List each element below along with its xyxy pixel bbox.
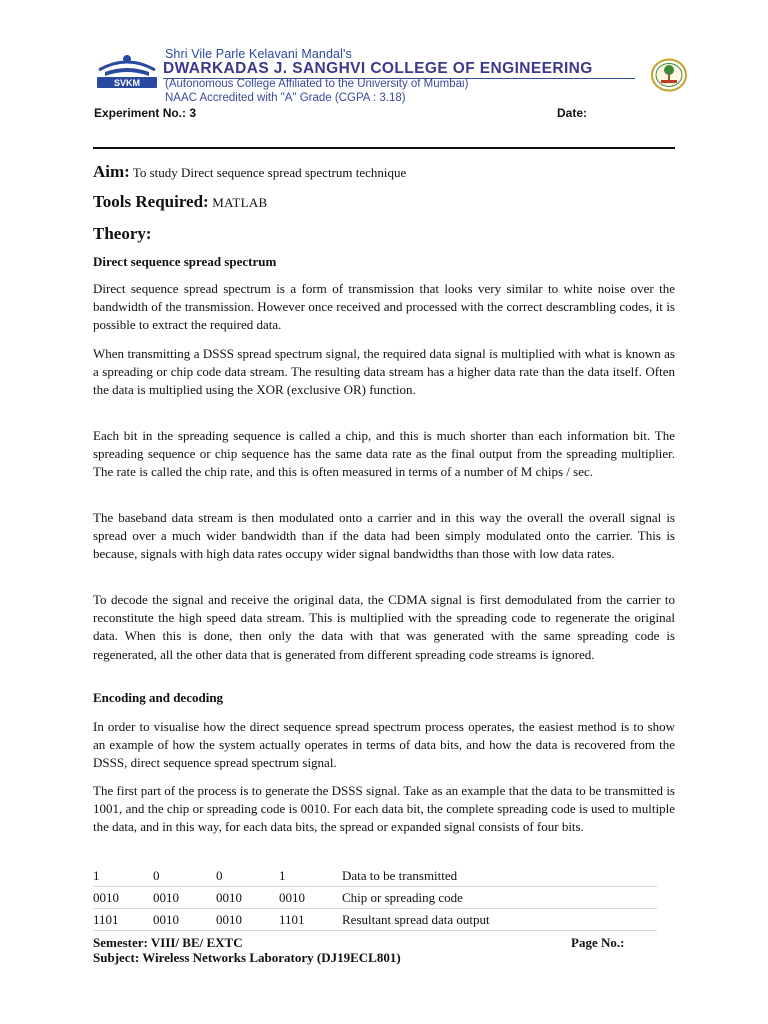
paragraph: The baseband data stream is then modulated onto a carrier and in this way the overall the overall signal is spread over a much wider bandwidth than if the data had been simply modulated onto the carrier. This is because, signals with high data rates occupy wider signal bandwidths than those with low data rates. (93, 510, 675, 562)
footer-page-number: Page No.: (571, 935, 625, 950)
paragraph: When transmitting a DSSS spread spectrum signal, the required data signal is multiplied with what is known as a spreading or chip code data stream. The resulting data stream has a higher data rate than the data itself. Often the data is multiplied using the XOR (exclusive OR) function. (93, 346, 675, 398)
spreading-table (93, 866, 657, 931)
date-label: Date: (557, 106, 588, 120)
theory-heading: Theory: (93, 224, 152, 243)
table-cell: 0010 (93, 887, 153, 909)
header-college-name: DWARKADAS J. SANGHVI COLLEGE OF ENGINEERING (163, 60, 593, 77)
experiment-number: Experiment No.: 3 (94, 106, 197, 120)
header-accreditation: NAAC Accredited with "A" Grade (CGPA : 3.18) (165, 92, 406, 104)
table-cell: 1101 (93, 909, 153, 931)
svkm-logo (95, 48, 159, 90)
paragraph: The first part of the process is to generate the DSSS signal. Take as an example that the data to be transmitted is 1001, and the chip or spreading code is 0010. For each data bit, the complete spreading code is used to multiple the data, and in this way, for each data bits, the spread or expanded signal consists of four bits. (93, 783, 675, 835)
college-emblem-icon (650, 58, 688, 92)
section-heading-encoding: Encoding and decoding (93, 690, 224, 705)
header-trust-name: Shri Vile Parle Kelavani Mandal's (165, 47, 352, 61)
table-cell: 0 (153, 866, 216, 887)
table-cell: 1 (279, 866, 342, 887)
tools-line (93, 192, 268, 212)
svg-text:SVKM: SVKM (113, 78, 141, 88)
paragraph: Each bit in the spreading sequence is called a chip, and this is much shorter than each information bit. The spreading sequence or chip sequence has the same data rate as the final output from the spreading multiplier. The rate is called the chip rate, and this is often measured in terms of a number of M chips / sec. (93, 428, 675, 480)
table-row (93, 866, 657, 887)
aim-line (93, 162, 406, 182)
table-cell: 0010 (216, 909, 279, 931)
table-row (93, 909, 657, 931)
table-cell: 1 (93, 866, 153, 887)
table-cell: 0010 (279, 887, 342, 909)
table-cell: 0010 (153, 909, 216, 931)
table-cell: 0010 (216, 887, 279, 909)
paragraph: Direct sequence spread spectrum is a form of transmission that looks very similar to white noise over the bandwidth of the transmission. However once received and processed with the correct descrambling codes, it is possible to extract the required data. (93, 281, 675, 333)
header-affiliation: (Autonomous College Affiliated to the University of Mumbai) (165, 78, 469, 90)
section-heading-dsss: Direct sequence spread spectrum (93, 254, 277, 269)
table-cell: Data to be transmitted (342, 866, 657, 887)
table-row (93, 887, 657, 909)
table-cell: 1101 (279, 909, 342, 931)
header-rule (93, 147, 675, 149)
paragraph: In order to visualise how the direct sequence spread spectrum process operates, the easiest method is to show an example of how the system actually operates in terms of data bits, and how the data is recovered from the DSSS, direct sequence spread spectrum signal. (93, 719, 675, 771)
paragraph: To decode the signal and receive the original data, the CDMA signal is first demodulated from the carrier to reconstitute the high speed data stream. This is multiplied with the spreading code to regenerate the original data. When this is done, then only the data with that was generated with the same spreading code is regenerated, all the other data that is generated from different spreading code streams is ignored. (93, 592, 675, 662)
tools-label: Tools Required: (93, 192, 209, 211)
table-cell: 0 (216, 866, 279, 887)
aim-text: To study Direct sequence spread spectrum technique (129, 165, 407, 180)
table-cell: 0010 (153, 887, 216, 909)
aim-label: Aim: (93, 162, 130, 181)
footer-subject: Subject: Wireless Networks Laboratory (DJ19ECL801) (93, 950, 401, 965)
table-cell: Chip or spreading code (342, 887, 657, 909)
footer-semester: Semester: VIII/ BE/ EXTC (93, 935, 243, 950)
table-cell: Resultant spread data output (342, 909, 657, 931)
tools-text: MATLAB (208, 195, 268, 210)
